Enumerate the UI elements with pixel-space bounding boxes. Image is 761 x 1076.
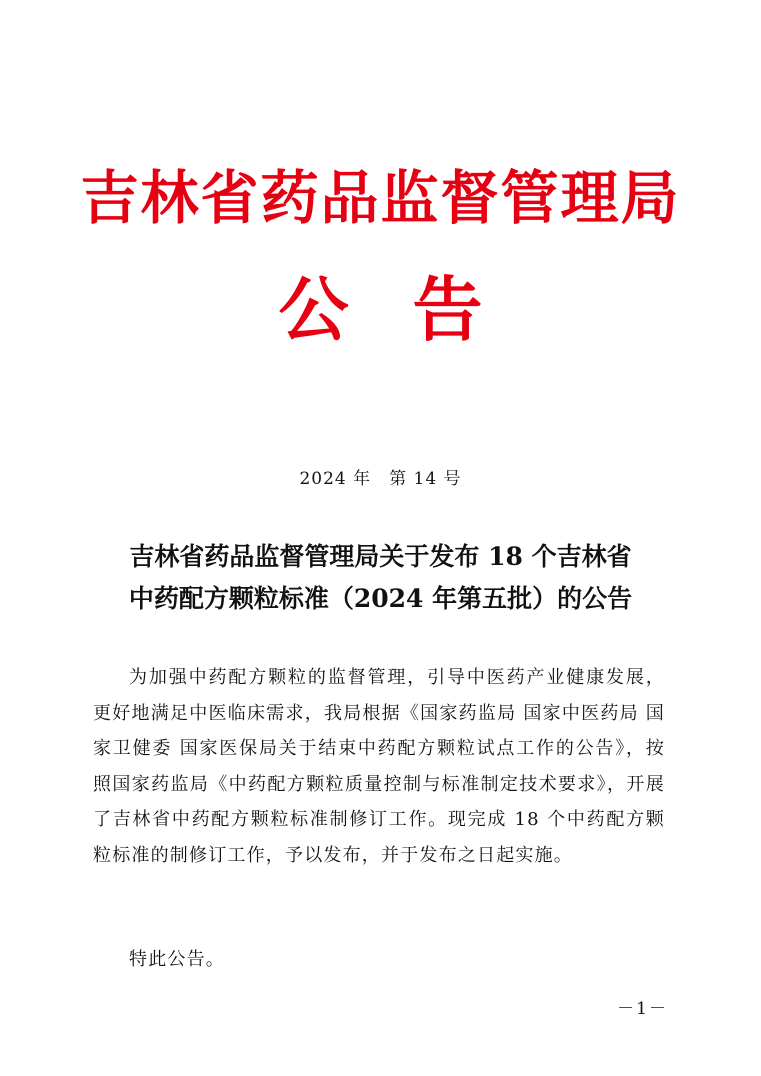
page-number: －1－	[617, 999, 668, 1019]
issuing-organization: 吉林省药品监督管理局	[80, 164, 681, 232]
document-type-char-2: 告	[412, 268, 483, 351]
announcement-title	[60, 536, 701, 620]
document-type-heading	[0, 262, 761, 358]
document-type-char-1: 公	[278, 268, 349, 351]
document-number-year: 2024 年	[299, 469, 372, 489]
document-number-serial: 第 14 号	[389, 469, 462, 489]
document-number	[0, 466, 761, 492]
closing-statement: 特此公告。	[129, 949, 225, 970]
body-paragraph: 为加强中药配方颗粒的监督管理，引导中医药产业健康发展，更好地满足中医临床需求，我局根据《国家药监局 国家中医药局 国家卫健委 国家医保局关于结束中药配方颗粒试点工作的公告》，按照国家药监局《中药配方颗粒质量控制与标准制定技术要求》，开展了吉林省中药配方颗粒标准制修订工作。现完成 18 个中药配方颗粒标准的制修订工作，予以发布，并于发布之日起实施。	[93, 667, 665, 866]
title-line-1: 吉林省药品监督管理局关于发布 18 个吉林省	[129, 542, 632, 571]
title-line-2: 中药配方颗粒标准（2024 年第五批）的公告	[128, 584, 633, 613]
